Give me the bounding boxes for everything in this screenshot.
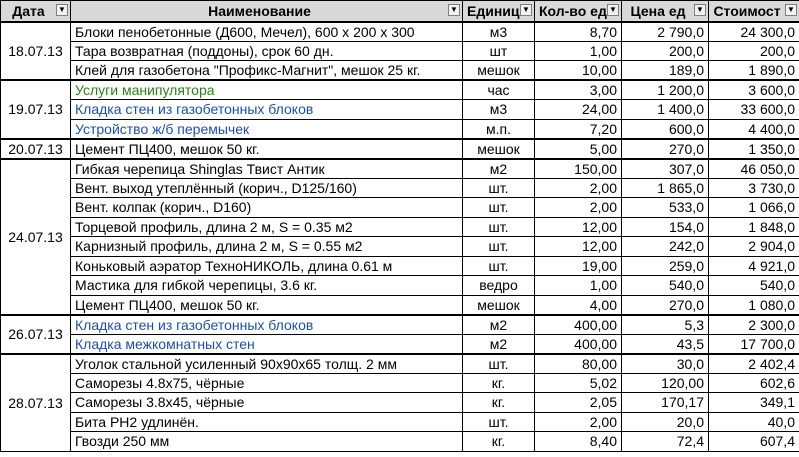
- table-row: [1, 412, 799, 432]
- name-cell[interactable]: Карнизный профиль, длина 2 м, S = 0.55 м2: [71, 237, 463, 257]
- cost-cell[interactable]: 3 600,0: [709, 80, 799, 100]
- table-row: [1, 432, 799, 452]
- unit-cell[interactable]: шт: [463, 41, 535, 61]
- unit-cell[interactable]: кг.: [463, 373, 535, 393]
- name-cell[interactable]: Цемент ПЦ400, мешок 50 кг.: [71, 139, 463, 159]
- cost-cell[interactable]: 602,6: [709, 373, 799, 393]
- name-cell[interactable]: Цемент ПЦ400, мешок 50 кг.: [71, 295, 463, 315]
- name-cell[interactable]: Тара возвратная (поддоны), срок 60 дн.: [71, 41, 463, 61]
- unit-cell[interactable]: шт.: [463, 198, 535, 218]
- quantity-cell[interactable]: 19,00: [535, 256, 622, 276]
- cost-cell[interactable]: 3 730,0: [709, 178, 799, 198]
- price-cell[interactable]: 259,0: [622, 256, 709, 276]
- table-row: [1, 61, 799, 81]
- filter-dropdown-icon[interactable]: ▼: [785, 4, 797, 16]
- unit-cell[interactable]: шт.: [463, 354, 535, 374]
- table-row: [1, 256, 799, 276]
- filter-dropdown-icon[interactable]: ▼: [520, 4, 532, 16]
- quantity-cell[interactable]: 2,05: [535, 393, 622, 413]
- quantity-cell[interactable]: 2,00: [535, 178, 622, 198]
- price-cell[interactable]: 154,0: [622, 217, 709, 237]
- cost-cell[interactable]: 1 848,0: [709, 217, 799, 237]
- table-row: [1, 393, 799, 413]
- price-cell[interactable]: 43,5: [622, 334, 709, 354]
- filter-dropdown-icon[interactable]: ▼: [448, 4, 460, 16]
- header-label: Наименование: [208, 2, 311, 19]
- cost-cell[interactable]: 17 700,0: [709, 334, 799, 354]
- cost-cell[interactable]: 1 066,0: [709, 198, 799, 218]
- header-label: Цена ед: [630, 2, 686, 19]
- unit-cell[interactable]: м2: [463, 159, 535, 179]
- cost-cell[interactable]: 2 402,4: [709, 354, 799, 374]
- name-cell[interactable]: Саморезы 4.8x75, чёрные: [71, 373, 463, 393]
- date-cell[interactable]: 19.07.13: [1, 80, 71, 139]
- column-header-name[interactable]: [71, 1, 463, 22]
- name-cell[interactable]: Вент. выход утеплённый (корич., D125/160): [71, 178, 463, 198]
- unit-cell[interactable]: м.п.: [463, 119, 535, 139]
- header-label: Дата: [12, 2, 45, 19]
- unit-cell[interactable]: м2: [463, 315, 535, 335]
- quantity-cell[interactable]: 12,00: [535, 217, 622, 237]
- cost-cell[interactable]: 2 904,0: [709, 237, 799, 257]
- unit-cell[interactable]: кг.: [463, 432, 535, 452]
- cost-cell[interactable]: 200,0: [709, 41, 799, 61]
- name-cell[interactable]: Торцевой профиль, длина 2 м, S = 0.35 м2: [71, 217, 463, 237]
- filter-dropdown-icon[interactable]: ▼: [56, 4, 68, 16]
- cost-cell[interactable]: 24 300,0: [709, 22, 799, 42]
- cost-cell[interactable]: 46 050,0: [709, 159, 799, 179]
- table-row: [1, 139, 799, 159]
- table-row: [1, 22, 799, 42]
- price-cell[interactable]: 1 400,0: [622, 100, 709, 120]
- table-row: [1, 237, 799, 257]
- cost-cell[interactable]: 4 921,0: [709, 256, 799, 276]
- price-cell[interactable]: 30,0: [622, 354, 709, 374]
- filter-dropdown-icon[interactable]: ▼: [607, 4, 619, 16]
- name-cell[interactable]: Блоки пенобетонные (Д600, Мечел), 600 x 200 x 300: [71, 22, 463, 42]
- column-header-price[interactable]: [622, 1, 709, 22]
- price-cell[interactable]: 242,0: [622, 237, 709, 257]
- cost-cell[interactable]: 349,1: [709, 393, 799, 413]
- name-cell[interactable]: Саморезы 3.8x45, чёрные: [71, 393, 463, 413]
- quantity-cell[interactable]: 150,00: [535, 159, 622, 179]
- date-cell[interactable]: 28.07.13: [1, 354, 71, 452]
- price-cell[interactable]: 1 865,0: [622, 178, 709, 198]
- price-cell[interactable]: 170,17: [622, 393, 709, 413]
- header-label: Единиц: [467, 2, 520, 19]
- name-cell[interactable]: Устройство ж/б перемычек: [71, 119, 463, 139]
- table-row: [1, 334, 799, 354]
- quantity-cell[interactable]: 8,40: [535, 432, 622, 452]
- price-cell[interactable]: 600,0: [622, 119, 709, 139]
- price-cell[interactable]: 1 200,0: [622, 80, 709, 100]
- unit-cell[interactable]: м2: [463, 334, 535, 354]
- column-header-unit[interactable]: [463, 1, 535, 22]
- table-row: [1, 198, 799, 218]
- cost-cell[interactable]: 1 080,0: [709, 295, 799, 315]
- price-cell[interactable]: 20,0: [622, 412, 709, 432]
- quantity-cell[interactable]: 8,70: [535, 22, 622, 42]
- name-cell[interactable]: Услуги манипулятора: [71, 80, 463, 100]
- name-cell[interactable]: Уголок стальной усиленный 90x90x65 толщ. 2 мм: [71, 354, 463, 374]
- name-cell[interactable]: Кладка межкомнатных стен: [71, 334, 463, 354]
- price-cell[interactable]: 120,00: [622, 373, 709, 393]
- quantity-cell[interactable]: 1,00: [535, 41, 622, 61]
- price-cell[interactable]: 72,4: [622, 432, 709, 452]
- unit-cell[interactable]: шт.: [463, 237, 535, 257]
- unit-cell[interactable]: кг.: [463, 393, 535, 413]
- unit-cell[interactable]: шт.: [463, 256, 535, 276]
- quantity-cell[interactable]: 24,00: [535, 100, 622, 120]
- column-header-cost[interactable]: [709, 1, 799, 22]
- header-row: [1, 1, 799, 22]
- price-cell[interactable]: 270,0: [622, 295, 709, 315]
- header-label: Кол-во ед: [539, 2, 607, 19]
- table-row: [1, 119, 799, 139]
- quantity-cell[interactable]: 7,20: [535, 119, 622, 139]
- unit-cell[interactable]: мешок: [463, 139, 535, 159]
- price-cell[interactable]: 540,0: [622, 276, 709, 296]
- quantity-cell[interactable]: 4,00: [535, 295, 622, 315]
- cost-cell[interactable]: 607,4: [709, 432, 799, 452]
- name-cell[interactable]: Гвозди 250 мм: [71, 432, 463, 452]
- unit-cell[interactable]: мешок: [463, 295, 535, 315]
- quantity-cell[interactable]: 2,00: [535, 198, 622, 218]
- cost-cell[interactable]: 2 300,0: [709, 315, 799, 335]
- name-cell[interactable]: Коньковый аэратор ТехноНИКОЛЬ, длина 0.61 м: [71, 256, 463, 276]
- name-cell[interactable]: Клей для газобетона "Профикс-Магнит", мешок 25 кг.: [71, 61, 463, 81]
- cost-cell[interactable]: 40,0: [709, 412, 799, 432]
- quantity-cell[interactable]: 1,00: [535, 276, 622, 296]
- price-cell[interactable]: 2 790,0: [622, 22, 709, 42]
- quantity-cell[interactable]: 400,00: [535, 315, 622, 335]
- cost-cell[interactable]: 33 600,0: [709, 100, 799, 120]
- cost-cell[interactable]: 4 400,0: [709, 119, 799, 139]
- name-cell[interactable]: Мастика для гибкой черепицы, 3.6 кг.: [71, 276, 463, 296]
- name-cell[interactable]: Кладка стен из газобетонных блоков: [71, 315, 463, 335]
- quantity-cell[interactable]: 12,00: [535, 237, 622, 257]
- table-row: [1, 159, 799, 179]
- table-row: [1, 354, 799, 374]
- filter-dropdown-icon[interactable]: ▼: [694, 4, 706, 16]
- table-row: [1, 41, 799, 61]
- unit-cell[interactable]: м3: [463, 100, 535, 120]
- quantity-cell[interactable]: 2,00: [535, 412, 622, 432]
- name-cell[interactable]: Вент. колпак (корич., D160): [71, 198, 463, 218]
- price-cell[interactable]: 5,3: [622, 315, 709, 335]
- name-cell[interactable]: Бита PH2 удлинён.: [71, 412, 463, 432]
- price-cell[interactable]: 189,0: [622, 61, 709, 81]
- table-row: [1, 276, 799, 296]
- table-row: [1, 315, 799, 335]
- unit-cell[interactable]: час: [463, 80, 535, 100]
- date-cell[interactable]: 24.07.13: [1, 159, 71, 315]
- column-header-date[interactable]: [1, 1, 71, 22]
- quantity-cell[interactable]: 400,00: [535, 334, 622, 354]
- table-row: [1, 80, 799, 100]
- quantity-cell[interactable]: 5,00: [535, 139, 622, 159]
- unit-cell[interactable]: шт.: [463, 217, 535, 237]
- cost-cell[interactable]: 1 350,0: [709, 139, 799, 159]
- unit-cell[interactable]: шт.: [463, 178, 535, 198]
- quantity-cell[interactable]: 3,00: [535, 80, 622, 100]
- date-cell[interactable]: 18.07.13: [1, 22, 71, 81]
- header-label: Стоимост: [713, 2, 781, 19]
- price-cell[interactable]: 200,0: [622, 41, 709, 61]
- name-cell[interactable]: Кладка стен из газобетонных блоков: [71, 100, 463, 120]
- unit-cell[interactable]: мешок: [463, 61, 535, 81]
- date-cell[interactable]: 26.07.13: [1, 315, 71, 354]
- cost-cell[interactable]: 540,0: [709, 276, 799, 296]
- unit-cell[interactable]: м3: [463, 22, 535, 42]
- table-row: [1, 295, 799, 315]
- quantity-cell[interactable]: 5,02: [535, 373, 622, 393]
- table-row: [1, 373, 799, 393]
- table-row: [1, 100, 799, 120]
- table-body: [1, 22, 799, 452]
- price-cell[interactable]: 270,0: [622, 139, 709, 159]
- unit-cell[interactable]: ведро: [463, 276, 535, 296]
- table-row: [1, 217, 799, 237]
- name-cell[interactable]: Гибкая черепица Shinglas Твист Антик: [71, 159, 463, 179]
- cost-cell[interactable]: 1 890,0: [709, 61, 799, 81]
- price-cell[interactable]: 533,0: [622, 198, 709, 218]
- quantity-cell[interactable]: 10,00: [535, 61, 622, 81]
- price-cell[interactable]: 307,0: [622, 159, 709, 179]
- column-header-qty[interactable]: [535, 1, 622, 22]
- quantity-cell[interactable]: 80,00: [535, 354, 622, 374]
- date-cell[interactable]: 20.07.13: [1, 139, 71, 159]
- table-row: [1, 178, 799, 198]
- unit-cell[interactable]: шт.: [463, 412, 535, 432]
